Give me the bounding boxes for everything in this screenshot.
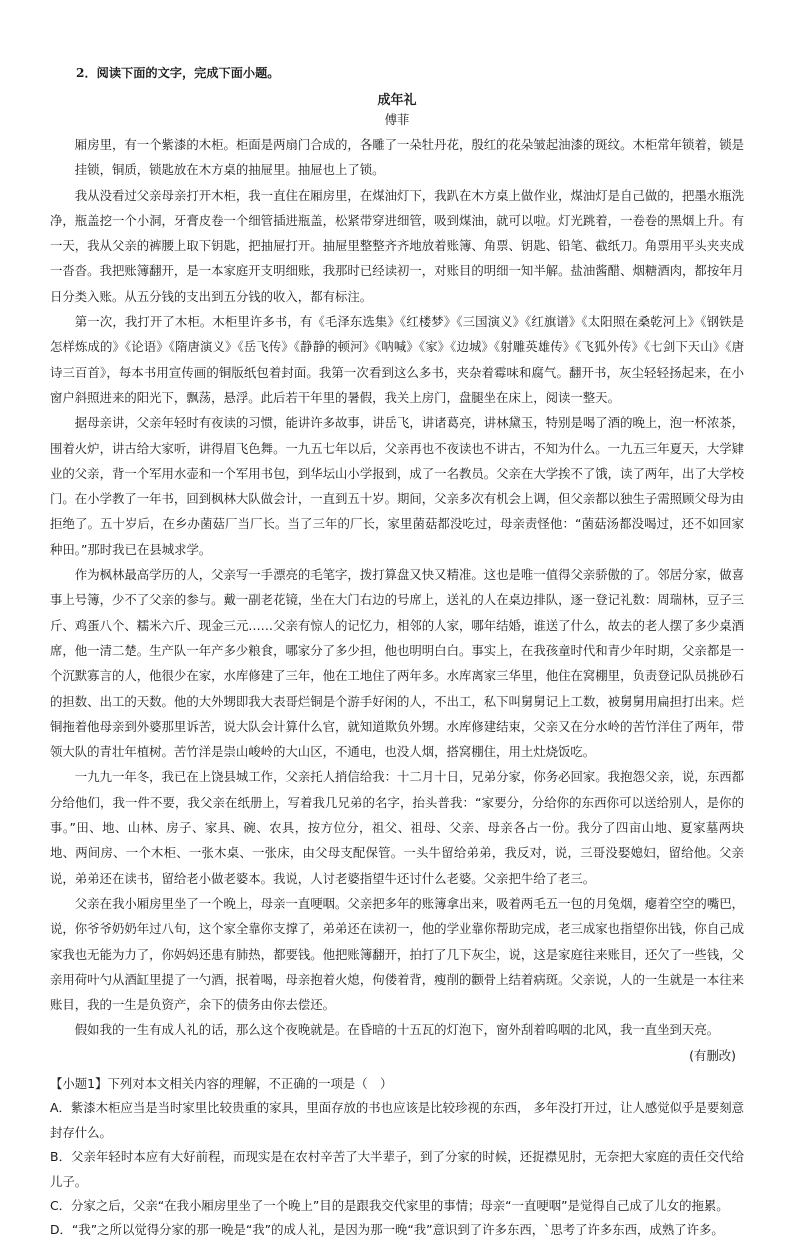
article-paragraph: 据母亲讲，父亲年轻时有夜读的习惯，能讲许多故事，讲岳飞，讲诸葛亮，讲林黛玉，特别是喝了酒的晚上，泡一杯浓茶，围着火炉，讲古给大家听，讲得眉飞色舞。一九五七年以后，父亲再也不夜读也不讲古，不知为什么。一九五三年夏天，大学肄业的父亲，背一个军用水壶和一个军用书包，到华坛山小学报到，成了一名教员。父亲在大学挨不了饿，读了两年，出了大学校门。在小学教了一年书，回到枫林大队做会计，一直到五十岁。期间，父亲多次有机会上调，但父亲都以独生子需照顾父母为由拒绝了。五十岁后，在乡办菌菇厂当厂长。当了三年的厂长，家里菌菇都没吃过，母亲责怪他：“菌菇汤都没喝过，还不如回家种田。”那时我已在县城求学。	[50, 415, 744, 557]
question-heading: 2．阅读下面的文字，完成下面小题。	[76, 66, 280, 80]
article-body	[50, 132, 744, 1043]
source-note: (有删改)	[689, 1047, 736, 1063]
article-author: 傅菲	[384, 112, 410, 127]
quiz-option-d: D．“我”之所以觉得分家的那一晚是“我”的成人礼，是因为那一晚“我”意识到了许多东西，`思考了许多东西，成熟了许多。	[50, 1222, 724, 1238]
quiz-question: 【小题1】下列对本文相关内容的理解，不正确的一项是（ ）	[50, 1075, 393, 1091]
article-paragraph: 假如我的一生有成人礼的话，那么这个夜晚就是。在昏暗的十五瓦的灯泡下，窗外刮着呜咽的北风，我一直坐到天亮。	[74, 1022, 720, 1038]
quiz-option-a: A．紫漆木柜应当是当时家里比较贵重的家具，里面存放的书也应该是比较珍视的东西， 多年没打开过，让人感觉似乎是要刻意封存什么。	[50, 1100, 744, 1140]
article-paragraph: 一九九一年冬，我已在上饶县城工作，父亲托人捎信给我：十二月十日，兄弟分家，你务必回家。我抱怨父亲，说，东西都分给他们，我一件不要，我父亲在纸册上，写着我几兄弟的名字，抬头普我：“家要分，分给你的东西你可以送给别人，是你的事。”田、地、山林、房子、家具、碗、农具，按方位分，祖父、祖母、父亲、母亲各占一份。我分了四亩山地、夏家墓两块地、两间房、一个木柜、一张木桌、一张床，由父母支配保管。一头牛留给弟弟，我反对，说，三哥没娶媳妇，留给他。父亲说，弟弟还在读书，留给老小做老婆本。我说，人讨老婆指望牛还讨什么老婆。父亲把牛给了老三。	[50, 769, 744, 886]
quiz-option-c: C．分家之后，父亲“在我小厢房里坐了一个晚上”目的是跟我交代家里的事情；母亲“一直哽咽”是觉得自己成了儿女的拖累。	[50, 1198, 729, 1214]
article-paragraph: 作为枫林最高学历的人，父亲写一手漂亮的毛笔字，拨打算盘又快又精准。这也是唯一值得父亲骄傲的了。邻居分家，做喜事上号簿，少不了父亲的参与。戴一副老花镜，坐在大门右边的号席上，送礼的人在桌边排队，逐一登记礼数：周瑞林，豆子三斤、鸡蛋八个、糯米六斤、现金三元……父亲有惊人的记忆力，相邻的人家，哪年结婚，谁送了什么，故去的老人摆了多少桌酒席，他一清二楚。生产队一年产多少粮食，哪家分了多少担，他也明明白白。事实上，在我孩童时代和青少年时期，父亲都是一个沉默寡言的人，他很少在家，水库修建了三年，他在工地住了两年多。水库离家三华里，他住在窝棚里，负责登记队员挑砂石的担数、出工的天数。他的大外甥即我大表哥烂铜是个游手好闲的人，不出工，私下叫舅舅记上工数，被舅舅用扁担打出来。烂铜拖着他母亲到外婆那里诉苦，说大队会计算什么官，就知道欺负外甥。水库修建结束，父亲又在分水岭的苦竹洋住了两年，带领大队的青壮年植树。苦竹洋是崇山峻岭的大山区，不通电，也没人烟，搭窝棚住，用土灶烧饭吃。	[50, 567, 744, 760]
article-title: 成年礼	[377, 93, 417, 108]
article-paragraph: 父亲在我小厢房里坐了一个晚上，母亲一直哽咽。父亲把多年的账簿拿出来，吸着两毛五一包的月兔烟，瘪着空空的嘴巴，说，你爷爷奶奶年过八旬，这个家全靠你支撑了，弟弟还在读初一，他的学业靠你帮助完成，老三成家也指望你出钱，你自己成家我也无能为力了，你妈妈还患有肺热，都要钱。他把账簿翻开，拍打了几下灰尘，说，这是家庭往来账目，还欠了一些钱，父亲用荷叶勺从酒缸里提了一勺酒，抿着喝，母亲抱着火熄，佝偻着背，瘦削的颧骨上结着病斑。父亲说，人的一生就是一本往来账目，我的一生是负资产，余下的债务由你去偿还。	[50, 895, 744, 1013]
article-paragraph: 厢房里，有一个紫漆的木柜。柜面是两扇门合成的，各雕了一朵牡丹花，殷红的花朵皱起油漆的斑纹。木柜常年锁着，锁是挂锁，铜质，锁匙放在木方桌的抽屉里。抽屉也上了锁。	[74, 137, 744, 178]
quiz-option-b: B．父亲年轻时本应有大好前程，而现实是在农村辛苦了大半辈子，到了分家的时候，还捉襟见肘，无奈把大家庭的责任交代给儿子。	[50, 1149, 744, 1189]
article-paragraph: 我从没看过父亲母亲打开木柜，我一直住在厢房里，在煤油灯下，我趴在木方桌上做作业，煤油灯是自己做的，把墨水瓶洗净，瓶盖挖一个小洞，牙膏皮卷一个细管插进瓶盖，松紧带穿进细管，吸到煤油，就可以啦。灯光跳着，一卷卷的黑烟上升。有一天，我从父亲的裤腰上取下钥匙，把抽屉打开。抽屉里整整齐齐地放着账簿、角票、钥匙、铅笔、截纸刀。角票用平头夹夹成一沓沓。我把账簿翻开，是一本家庭开支明细账，我那时已经读初一，对账目的明细一知半解。盐油酱醋、烟糖酒肉，都按年月日分类入账。从五分钱的支出到五分钱的收入，都有标注。	[50, 187, 744, 304]
quiz-section	[50, 1072, 744, 1243]
article-paragraph: 第一次，我打开了木柜。木柜里许多书，有《毛泽东选集》《红楼梦》《三国演义》《红旗谱》《太阳照在桑乾河上》《钢铁是怎样炼成的》《论语》《隋唐演义》《岳飞传》《静静的顿河》《呐喊》《家》《边城》《射雕英雄传》《飞狐外传》《七剑下天山》《唐诗三百首》，每本书用宣传画的铜版纸包着封面。我第一次看到这么多书，夹杂着霉味和腐气。翻开书，灰尘轻轻扬起来，在小窗户斜照进来的阳光下，飘荡，悬浮。此后若干年里的暑假，我关上房门，盘腿坐在床上，阅读一整天。	[50, 314, 744, 405]
